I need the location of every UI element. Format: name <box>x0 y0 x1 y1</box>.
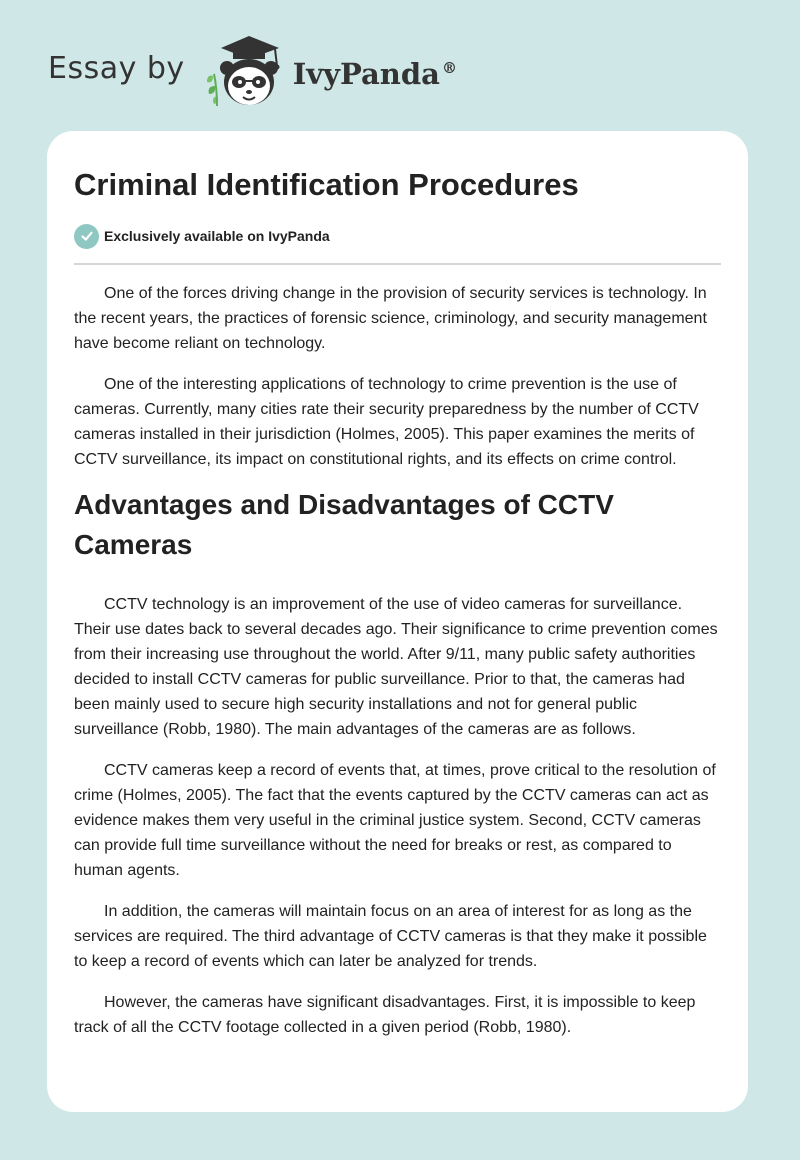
paragraph-section-4: However, the cameras have significant disadvantages. First, it is impossible to keep track of all the CCTV footage collected in a given period (Robb, 1980). <box>74 994 696 1036</box>
graduate-panda-icon <box>199 32 289 112</box>
paragraph-section-1: CCTV technology is an improvement of the use of video cameras for surveillance. Their use dates back to several decades ago. Their significance to crime prevention comes from their increasing use throughout the world. After 9/11, many public safety authorities decided to install CCTV cameras for public surveillance. Prior to that, the cameras had been mainly used to secure high security installations and not for general public surveillance (Robb, 1980). The main advantages of the cameras are as follows. <box>74 596 718 738</box>
brand-name[interactable]: IvyPanda ® <box>292 57 457 91</box>
exclusive-badge-text: Exclusively available on IvyPanda <box>104 228 330 244</box>
brand-header <box>48 32 457 112</box>
exclusive-badge <box>74 223 721 249</box>
section-heading: Advantages and Disadvantages of CCTV Cameras <box>74 489 614 560</box>
page-title: Criminal Identification Procedures <box>74 167 579 202</box>
paragraph-section-3: In addition, the cameras will maintain focus on an area of interest for as long as the services are required. The third advantage of CCTV cameras is that they make it possible to keep a record of events which can later be analyzed for trends. <box>74 903 707 970</box>
check-icon <box>74 224 99 249</box>
registered-mark: ® <box>441 59 457 78</box>
paragraph-intro-1: One of the forces driving change in the provision of security services is technology. In the recent years, the practices of forensic science, criminology, and security management have become reliant on technology. <box>74 285 707 352</box>
essay-by-label: Essay by <box>48 50 185 86</box>
divider <box>74 263 721 265</box>
paragraph-intro-2: One of the interesting applications of technology to crime prevention is the use of cameras. Currently, many cities rate their security preparedness by the number of CCTV cameras installed in their jurisdiction (Holmes, 2005). This paper examines the merits of CCTV surveillance, its impact on constitutional rights, and its effects on crime control. <box>74 376 699 468</box>
article-card <box>47 131 748 1112</box>
paragraph-section-2: CCTV cameras keep a record of events that, at times, prove critical to the resolution of crime (Holmes, 2005). The fact that the events captured by the CCTV cameras can act as evidence makes them very useful in the criminal justice system. Second, CCTV cameras can provide full time surveillance without the need for breaks or rest, as compared to human agents. <box>74 762 716 879</box>
